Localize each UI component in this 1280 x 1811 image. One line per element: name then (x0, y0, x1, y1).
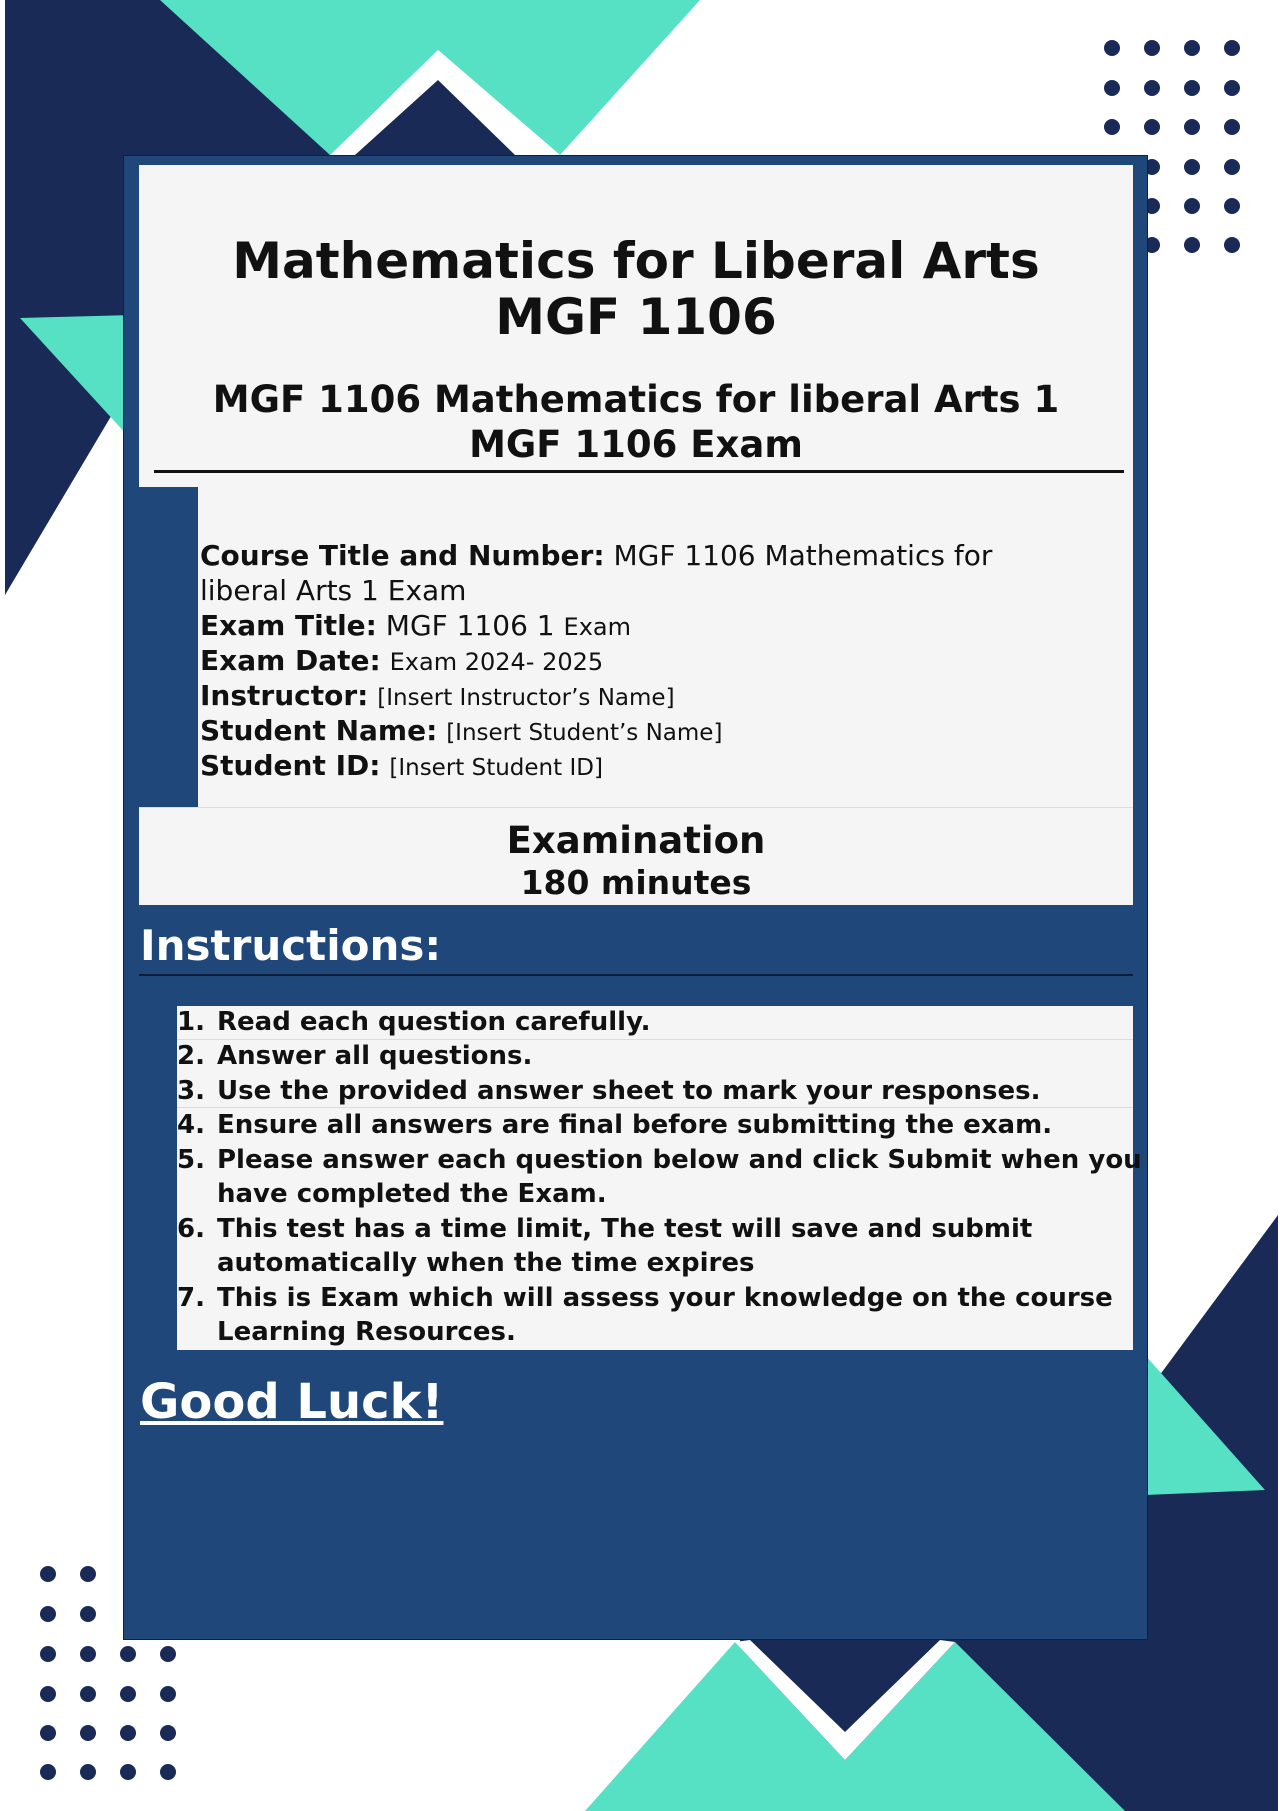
exam-info-box (198, 487, 1133, 807)
course-title-row-cont (200, 574, 466, 608)
good-luck-text: Good Luck! (140, 1374, 444, 1430)
instructor-label: Instructor: (200, 679, 369, 712)
student-id-value: [Insert Student ID] (389, 755, 603, 781)
examination-duration: 180 minutes (520, 863, 752, 902)
course-subtitle (139, 377, 1133, 467)
list-item-number: 4. (177, 1110, 205, 1140)
course-title-value-cont: liberal Arts 1 Exam (200, 574, 467, 607)
list-item-number: 6. (177, 1214, 205, 1244)
header-box (139, 165, 1133, 487)
list-item-number: 5. (177, 1145, 205, 1175)
instructor-value: [Insert Instructor’s Name] (377, 685, 675, 711)
exam-title-value: MGF 1106 1 (385, 609, 555, 642)
instructions-heading: Instructions: (140, 921, 442, 970)
list-item-text: automatically when the time expires (217, 1248, 755, 1278)
list-item-text: Please answer each question below and click Submit when you (217, 1145, 1142, 1175)
list-item-number: 7. (177, 1283, 205, 1313)
list-item-number: 1. (177, 1007, 205, 1037)
course-title-label: Course Title and Number: (200, 539, 605, 572)
list-item-text: have completed the Exam. (217, 1179, 607, 1209)
student-name-row (200, 714, 722, 750)
exam-date-row (200, 644, 603, 679)
examination-title: Examination (506, 819, 766, 862)
course-title-line1: Mathematics for Liberal Arts (232, 232, 1040, 290)
list-item-text: Ensure all answers are final before submitting the exam. (217, 1110, 1053, 1140)
student-name-label: Student Name: (200, 714, 438, 747)
course-title-line2: MGF 1106 (495, 288, 777, 346)
examination-box (139, 807, 1133, 905)
list-item-number: 2. (177, 1041, 205, 1071)
list-item-number: 3. (177, 1076, 205, 1106)
instructions-list (177, 1006, 1142, 1350)
exam-title-suffix: Exam (563, 613, 631, 641)
student-id-row (200, 749, 603, 785)
course-subtitle-line2: MGF 1106 Exam (469, 423, 803, 466)
course-title-value: MGF 1106 Mathematics for (613, 539, 993, 572)
list-item-text: Read each question carefully. (217, 1007, 651, 1037)
course-subtitle-line1: MGF 1106 Mathematics for liberal Arts 1 (212, 378, 1060, 421)
list-item-text: Learning Resources. (217, 1317, 516, 1347)
list-item-text: Use the provided answer sheet to mark your responses. (217, 1076, 1041, 1106)
list-item-text: This is Exam which will assess your knowledge on the course (217, 1283, 1113, 1313)
exam-title-label: Exam Title: (200, 609, 377, 642)
course-title-row (200, 539, 992, 573)
exam-title-row (200, 609, 631, 644)
instructor-row (200, 679, 675, 715)
student-name-value: [Insert Student’s Name] (446, 720, 723, 746)
list-item-text: Answer all questions. (217, 1041, 533, 1071)
instructions-divider (139, 974, 1133, 976)
exam-date-value: Exam 2024- 2025 (389, 648, 604, 676)
list-item-text: This test has a time limit, The test will save and submit (217, 1214, 1033, 1244)
student-id-label: Student ID: (200, 749, 381, 782)
course-title (139, 233, 1133, 345)
header-divider (154, 470, 1124, 473)
exam-date-label: Exam Date: (200, 644, 381, 677)
exam-cover-panel (123, 155, 1148, 1640)
